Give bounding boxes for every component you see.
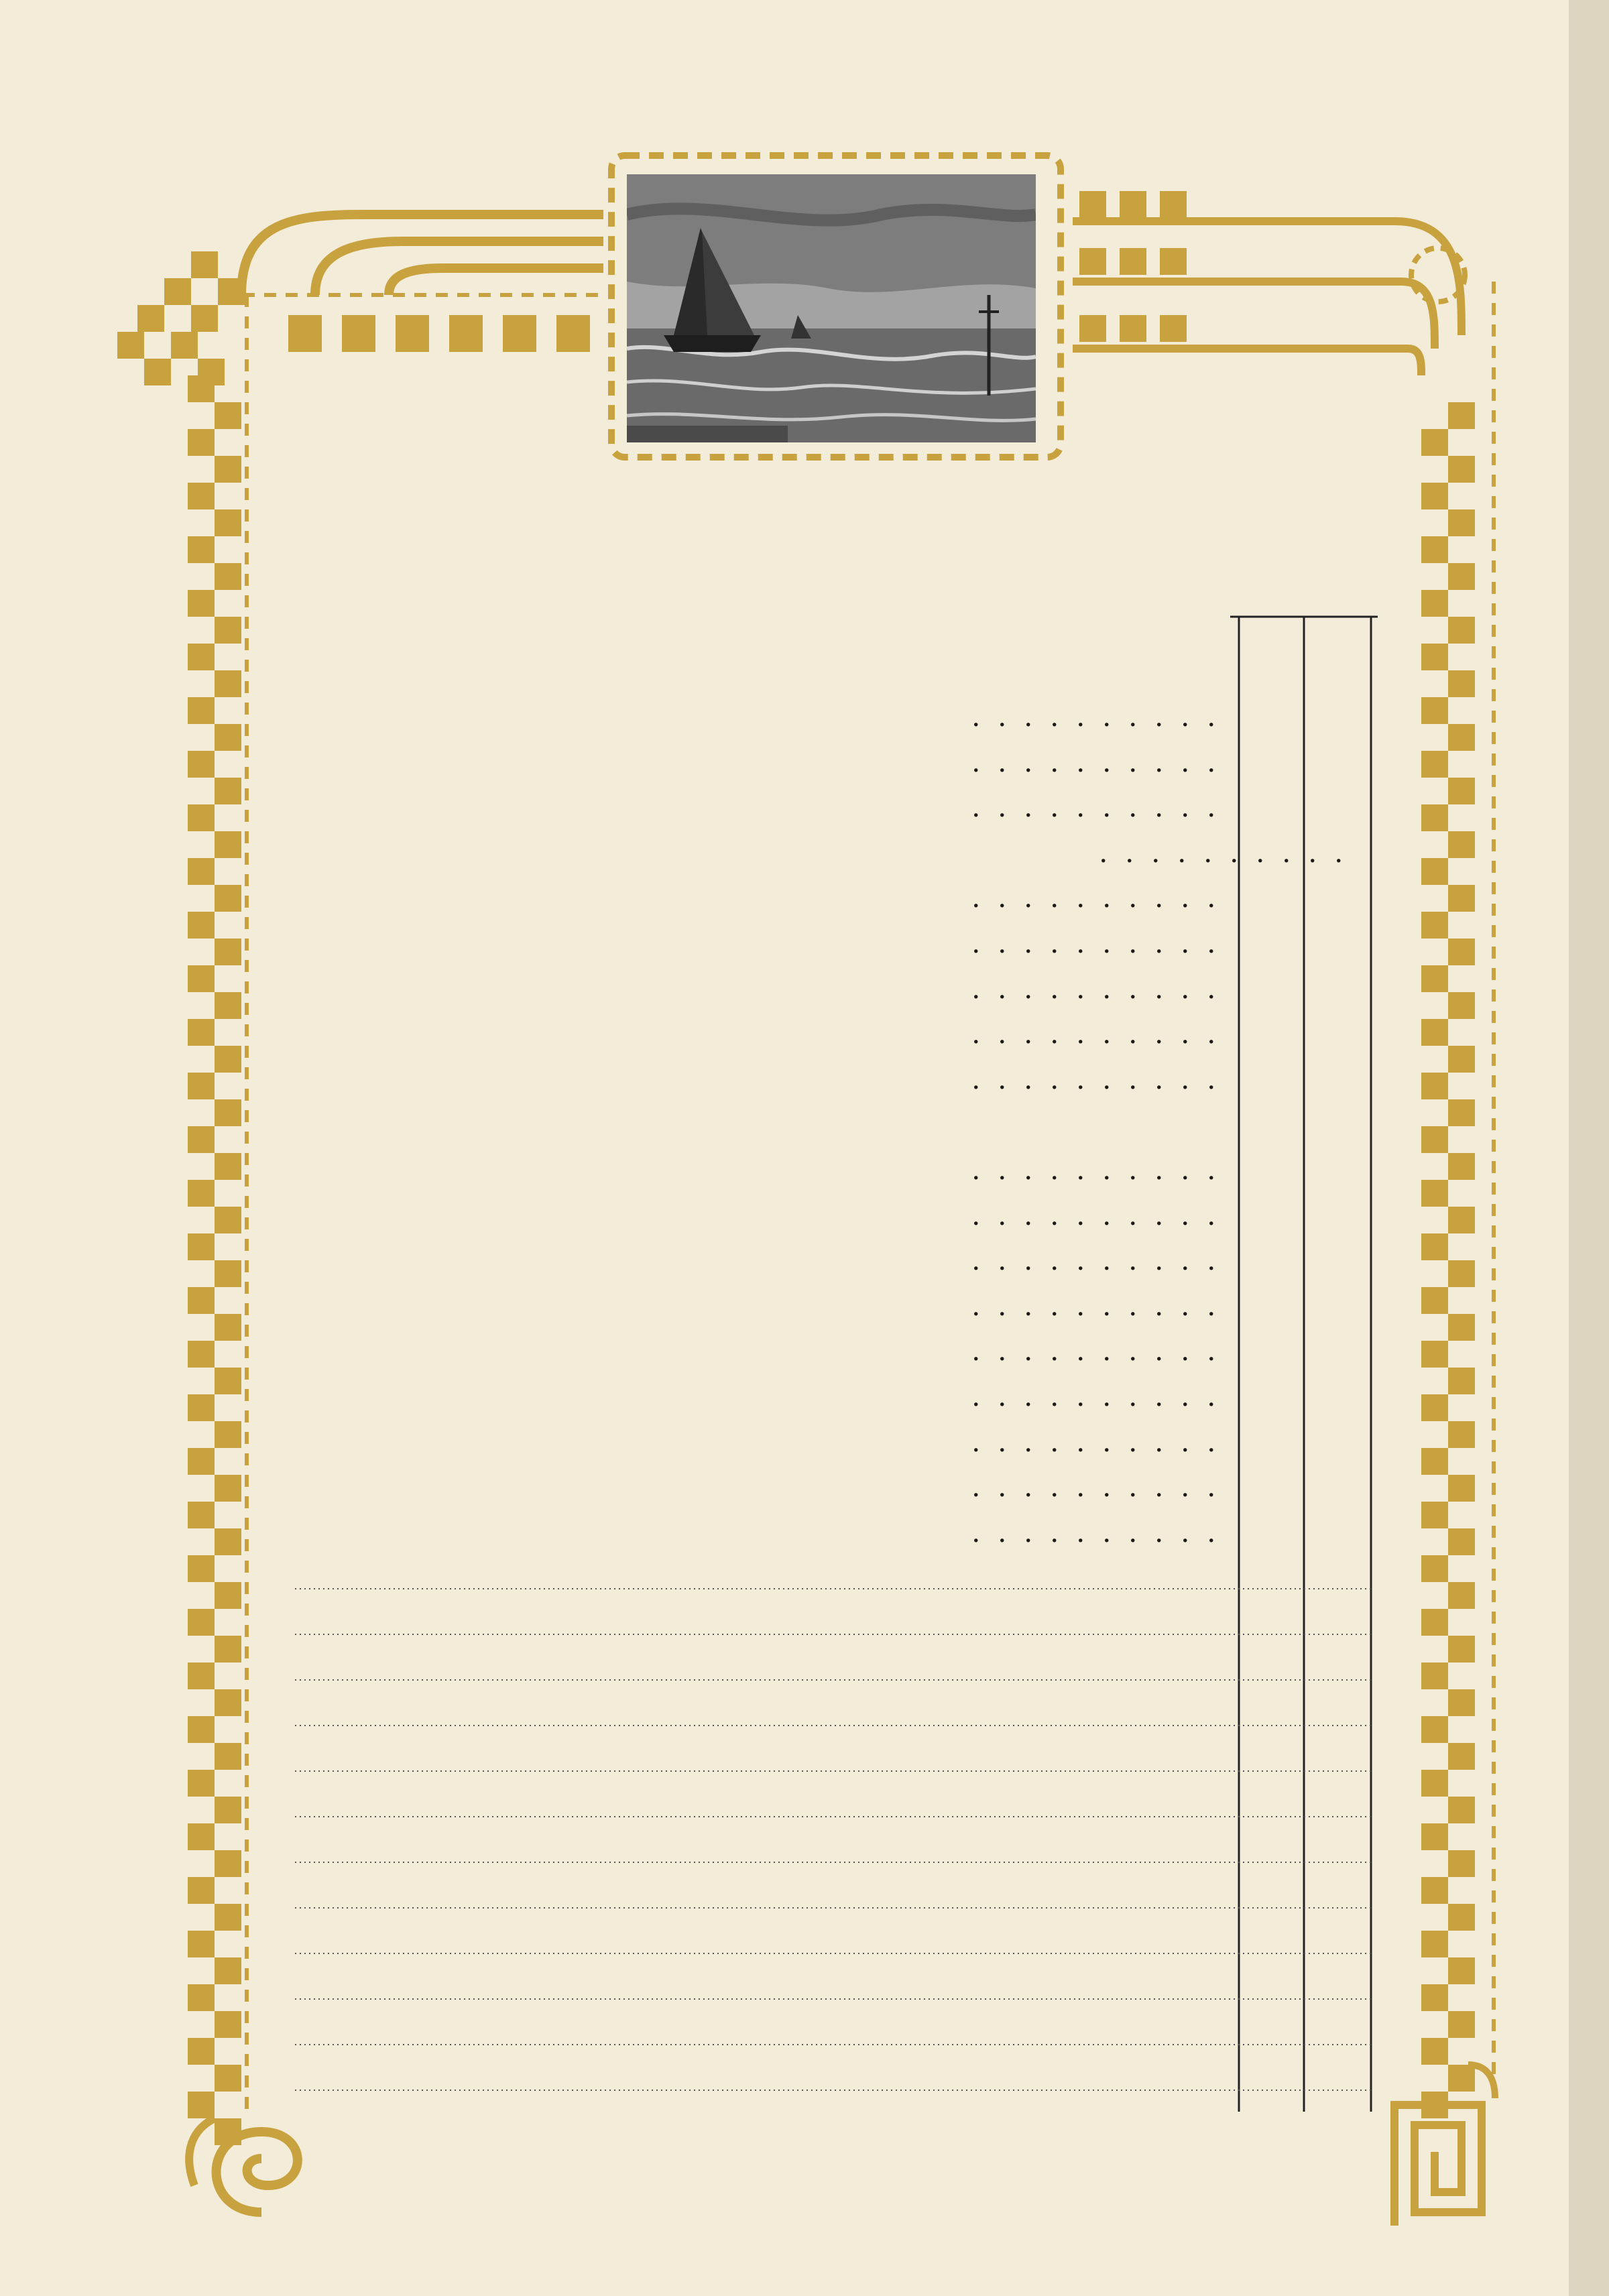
frame-checker-block bbox=[215, 563, 241, 590]
frame-checker-block bbox=[1421, 644, 1448, 670]
menu-row bbox=[0, 1103, 1609, 1144]
frame-checker-block bbox=[1448, 1957, 1475, 1984]
frame-checker-block bbox=[1448, 563, 1475, 590]
frame-checker-block bbox=[1448, 2011, 1475, 2038]
frame-checker-block bbox=[215, 1689, 241, 1716]
frame-checker-block bbox=[1448, 509, 1475, 536]
dot-leader: . . . . . . . . . . bbox=[972, 925, 1221, 959]
dot-leader: . . . . . . . . . . bbox=[972, 1287, 1221, 1322]
frame-checker-block bbox=[1421, 1609, 1448, 1636]
frame-checker-block bbox=[188, 536, 215, 563]
frame-checker-block bbox=[1421, 536, 1448, 563]
frame-checker-block bbox=[1421, 1877, 1448, 1904]
frame-checker-block bbox=[1448, 1636, 1475, 1663]
frame-checker-block bbox=[188, 644, 215, 670]
frame-checker-block bbox=[188, 1663, 215, 1689]
dot-leader: . . . . . . . . . . bbox=[972, 1333, 1221, 1368]
frame-checker-block bbox=[188, 1984, 215, 2011]
frame-checker-block bbox=[1421, 1770, 1448, 1797]
frame-checker-block bbox=[215, 1904, 241, 1931]
frame-checker-block bbox=[188, 1931, 215, 1957]
menu-row bbox=[0, 1285, 1609, 1325]
menu-row bbox=[0, 922, 1609, 963]
frame-checker-block bbox=[188, 483, 215, 509]
dot-leader: . . . . . . . . . . bbox=[972, 1061, 1221, 1095]
menu-row bbox=[0, 786, 1609, 827]
menu-row bbox=[0, 832, 1609, 872]
menu-row bbox=[0, 741, 1609, 782]
menu-row bbox=[0, 877, 1609, 917]
frame-checker-block bbox=[1421, 1716, 1448, 1743]
dot-leader: . . . . . . . . . . bbox=[972, 699, 1221, 733]
menu-row bbox=[0, 1376, 1609, 1416]
menu-row bbox=[0, 1240, 1609, 1280]
frame-checker-block bbox=[215, 2011, 241, 2038]
frame-checker-block bbox=[1448, 617, 1475, 644]
dot-leader: . . . . . . . . . . bbox=[972, 1016, 1221, 1050]
menu-row bbox=[0, 1330, 1609, 1370]
frame-checker-block bbox=[188, 1555, 215, 1582]
dot-leader: . . . . . . . . . . bbox=[972, 1423, 1221, 1458]
frame-checker-block bbox=[188, 1823, 215, 1850]
frame-checker-block bbox=[215, 2065, 241, 2092]
frame-checker-block bbox=[1421, 1931, 1448, 1957]
frame-checker-block bbox=[215, 456, 241, 483]
frame-checker-block bbox=[215, 670, 241, 697]
dot-leader: . . . . . . . . . . bbox=[972, 1514, 1221, 1549]
frame-checker-block bbox=[1448, 1797, 1475, 1823]
dot-leader: . . . . . . . . . . bbox=[972, 1469, 1221, 1504]
frame-checker-block bbox=[188, 375, 215, 402]
dot-leader: . . . . . . . . . . bbox=[972, 743, 1221, 778]
frame-checker-block bbox=[215, 1582, 241, 1609]
menu-row bbox=[0, 1195, 1609, 1235]
sailboat-engraving bbox=[627, 174, 1036, 442]
frame-checker-block bbox=[188, 1609, 215, 1636]
frame-checker-block bbox=[188, 2092, 215, 2118]
frame-checker-block bbox=[188, 590, 215, 617]
frame-checker-block bbox=[188, 1770, 215, 1797]
frame-checker-block bbox=[188, 2038, 215, 2065]
dot-leader: . . . . . . . . . . bbox=[972, 789, 1221, 824]
frame-checker-block bbox=[1448, 670, 1475, 697]
frame-checker-block bbox=[1421, 1555, 1448, 1582]
dot-leader: . . . . . . . . . . bbox=[972, 880, 1221, 914]
frame-checker-block bbox=[215, 1743, 241, 1770]
frame-checker-block bbox=[215, 1636, 241, 1663]
dot-leader: . . . . . . . . . . bbox=[972, 970, 1221, 1005]
frame-checker-block bbox=[215, 402, 241, 429]
frame-checker-block bbox=[1448, 456, 1475, 483]
menu-row bbox=[0, 1466, 1609, 1506]
frame-checker-block bbox=[1421, 1984, 1448, 2011]
dot-leader: . . . . . . . . . . bbox=[972, 1378, 1221, 1412]
frame-checker-block bbox=[1448, 1904, 1475, 1931]
dot-leader: . . . . . . . . . . bbox=[972, 1197, 1221, 1231]
dot-leader: . . . . . . . . . . bbox=[972, 1242, 1221, 1277]
menu-row bbox=[0, 696, 1609, 736]
menu-row bbox=[0, 1421, 1609, 1461]
menu-row bbox=[0, 1059, 1609, 1099]
frame-checker-block bbox=[1421, 429, 1448, 456]
frame-checker-block bbox=[1421, 483, 1448, 509]
sea-view-picture bbox=[627, 174, 1036, 442]
frame-checker-block bbox=[215, 509, 241, 536]
frame-checker-block bbox=[1421, 1663, 1448, 1689]
frame-checker-block bbox=[1448, 1689, 1475, 1716]
menu-row bbox=[0, 1013, 1609, 1053]
frame-checker-block bbox=[1448, 402, 1475, 429]
frame-checker-block bbox=[215, 617, 241, 644]
dot-leader: . . . . . . . . . . bbox=[1099, 834, 1348, 869]
frame-checker-block bbox=[1448, 1850, 1475, 1877]
frame-checker-block bbox=[188, 1877, 215, 1904]
menu-row bbox=[0, 1512, 1609, 1552]
frame-checker-block bbox=[215, 1797, 241, 1823]
frame-checker-block bbox=[1448, 1582, 1475, 1609]
frame-checker-block bbox=[215, 1850, 241, 1877]
frame-checker-block bbox=[1448, 1743, 1475, 1770]
frame-checker-block bbox=[215, 1957, 241, 1984]
frame-checker-block bbox=[188, 1716, 215, 1743]
frame-checker-block bbox=[1421, 1823, 1448, 1850]
frame-checker-block bbox=[1421, 590, 1448, 617]
menu-row bbox=[0, 1149, 1609, 1189]
menu-row bbox=[0, 968, 1609, 1008]
dot-leader: . . . . . . . . . . bbox=[972, 1152, 1221, 1186]
frame-checker-block bbox=[1421, 2038, 1448, 2065]
frame-checker-block bbox=[188, 429, 215, 456]
frame-checker-block bbox=[1448, 2065, 1475, 2092]
